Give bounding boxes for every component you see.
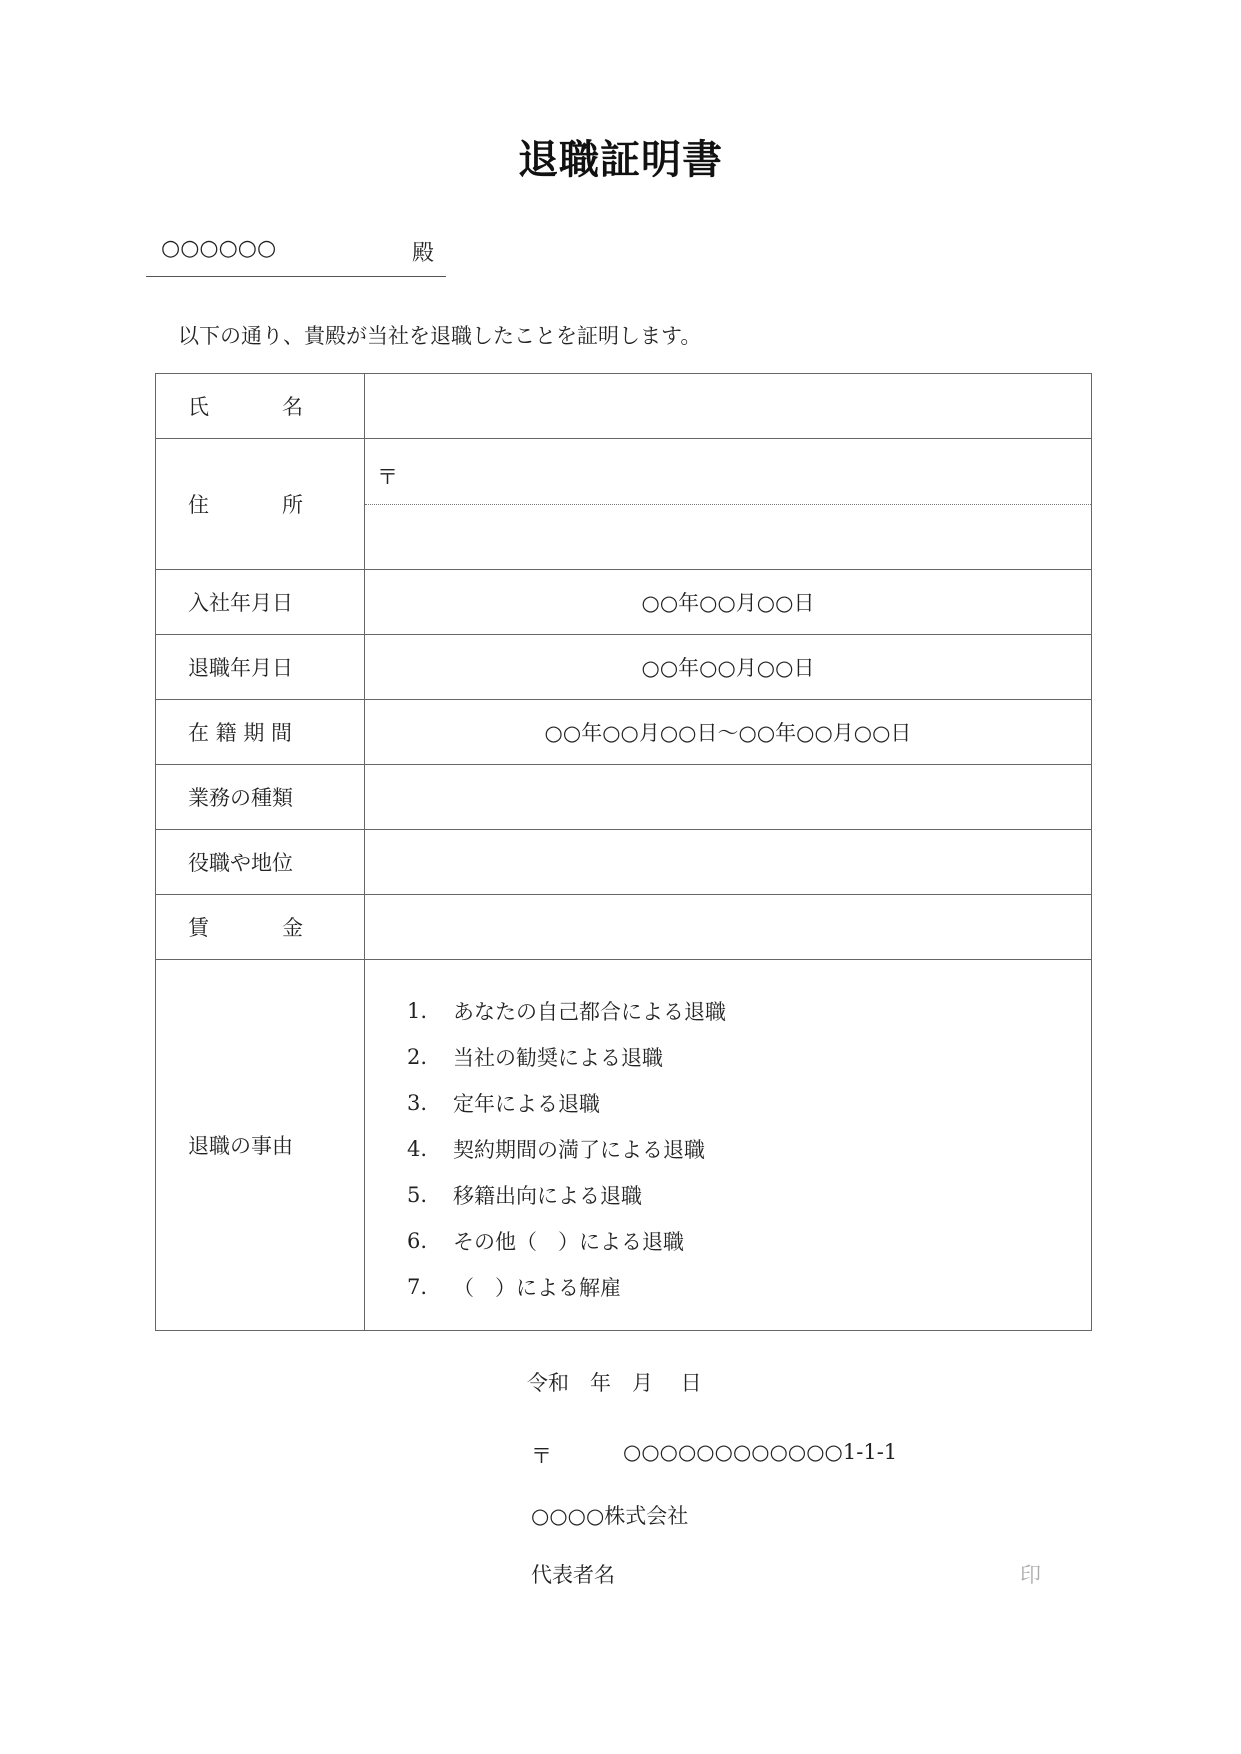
address-street-row [365,505,1091,569]
row-position [156,830,1092,895]
label-hire-date: 入社年月日 [156,570,365,635]
addressee-name: ○○○○○○ [161,236,277,261]
reason-text: あなたの自己都合による退職 [453,1000,726,1024]
reason-text: その他（ ）による退職 [453,1230,684,1254]
label-name-char-2: 名 [282,395,303,419]
value-position [365,830,1092,895]
label-name [156,374,365,439]
value-name [365,374,1092,439]
intro-text: 以下の通り、貴殿が当社を退職したことを証明します。 [178,324,702,348]
value-hire-date: ○○年○○月○○日 [365,570,1092,635]
reason-number: 2. [407,1045,428,1069]
reason-number: 4. [407,1137,428,1161]
reason-text: （ ）による解雇 [453,1276,621,1300]
reason-item [365,1264,1091,1310]
reason-item [365,1126,1091,1172]
addressee-line [146,232,446,277]
representative-label: 代表者名 [531,1563,615,1587]
row-wage [156,895,1092,960]
company-name: ○○○○株式会社 [531,1504,689,1528]
label-wage [156,895,365,960]
reason-item [365,1218,1091,1264]
reason-number: 5. [407,1183,428,1207]
reason-list [365,960,1091,1330]
certificate-table [155,373,1092,1331]
reason-item [365,1034,1091,1080]
value-period: ○○年○○月○○日～○○年○○月○○日 [365,700,1092,765]
reason-number: 7. [407,1275,428,1299]
address-postal-row [365,439,1091,505]
row-hire-date [156,570,1092,635]
company-postal-address: ○○○○○○○○○○○○1-1-1 [623,1440,898,1464]
row-reason [156,960,1092,1331]
row-job-type [156,765,1092,830]
row-period [156,700,1092,765]
row-name [156,374,1092,439]
reason-text: 契約期間の満了による退職 [453,1138,705,1162]
postal-mark: 〒 [531,1444,552,1468]
label-address-char-1: 住 [188,493,209,517]
label-wage-char-1: 賃 [188,916,209,940]
label-address [156,439,365,570]
reason-number: 3. [407,1091,428,1115]
reason-item [365,1172,1091,1218]
label-period: 在 籍 期 間 [156,700,365,765]
addressee-honorific: 殿 [412,241,435,266]
reason-number: 1. [407,999,428,1023]
label-reason: 退職の事由 [156,960,365,1331]
reason-item [365,988,1091,1034]
reason-item [365,1080,1091,1126]
postal-mark: 〒 [377,465,398,489]
issue-date: 令和 年 月 日 [527,1371,702,1395]
value-address [365,439,1092,570]
reason-text: 当社の勧奨による退職 [453,1046,663,1070]
label-address-char-2: 所 [282,493,303,517]
label-job-type: 業務の種類 [156,765,365,830]
reason-number: 6. [407,1229,428,1253]
row-address [156,439,1092,570]
reason-text: 定年による退職 [453,1092,600,1116]
value-retire-date: ○○年○○月○○日 [365,635,1092,700]
seal-mark: 印 [1020,1563,1041,1587]
label-retire-date: 退職年月日 [156,635,365,700]
label-wage-char-2: 金 [282,916,303,940]
value-job-type [365,765,1092,830]
row-retire-date [156,635,1092,700]
value-wage [365,895,1092,960]
label-name-char-1: 氏 [188,395,209,419]
document-title: 退職証明書 [518,136,723,183]
value-reason [365,960,1092,1331]
reason-text: 移籍出向による退職 [453,1184,642,1208]
label-position: 役職や地位 [156,830,365,895]
